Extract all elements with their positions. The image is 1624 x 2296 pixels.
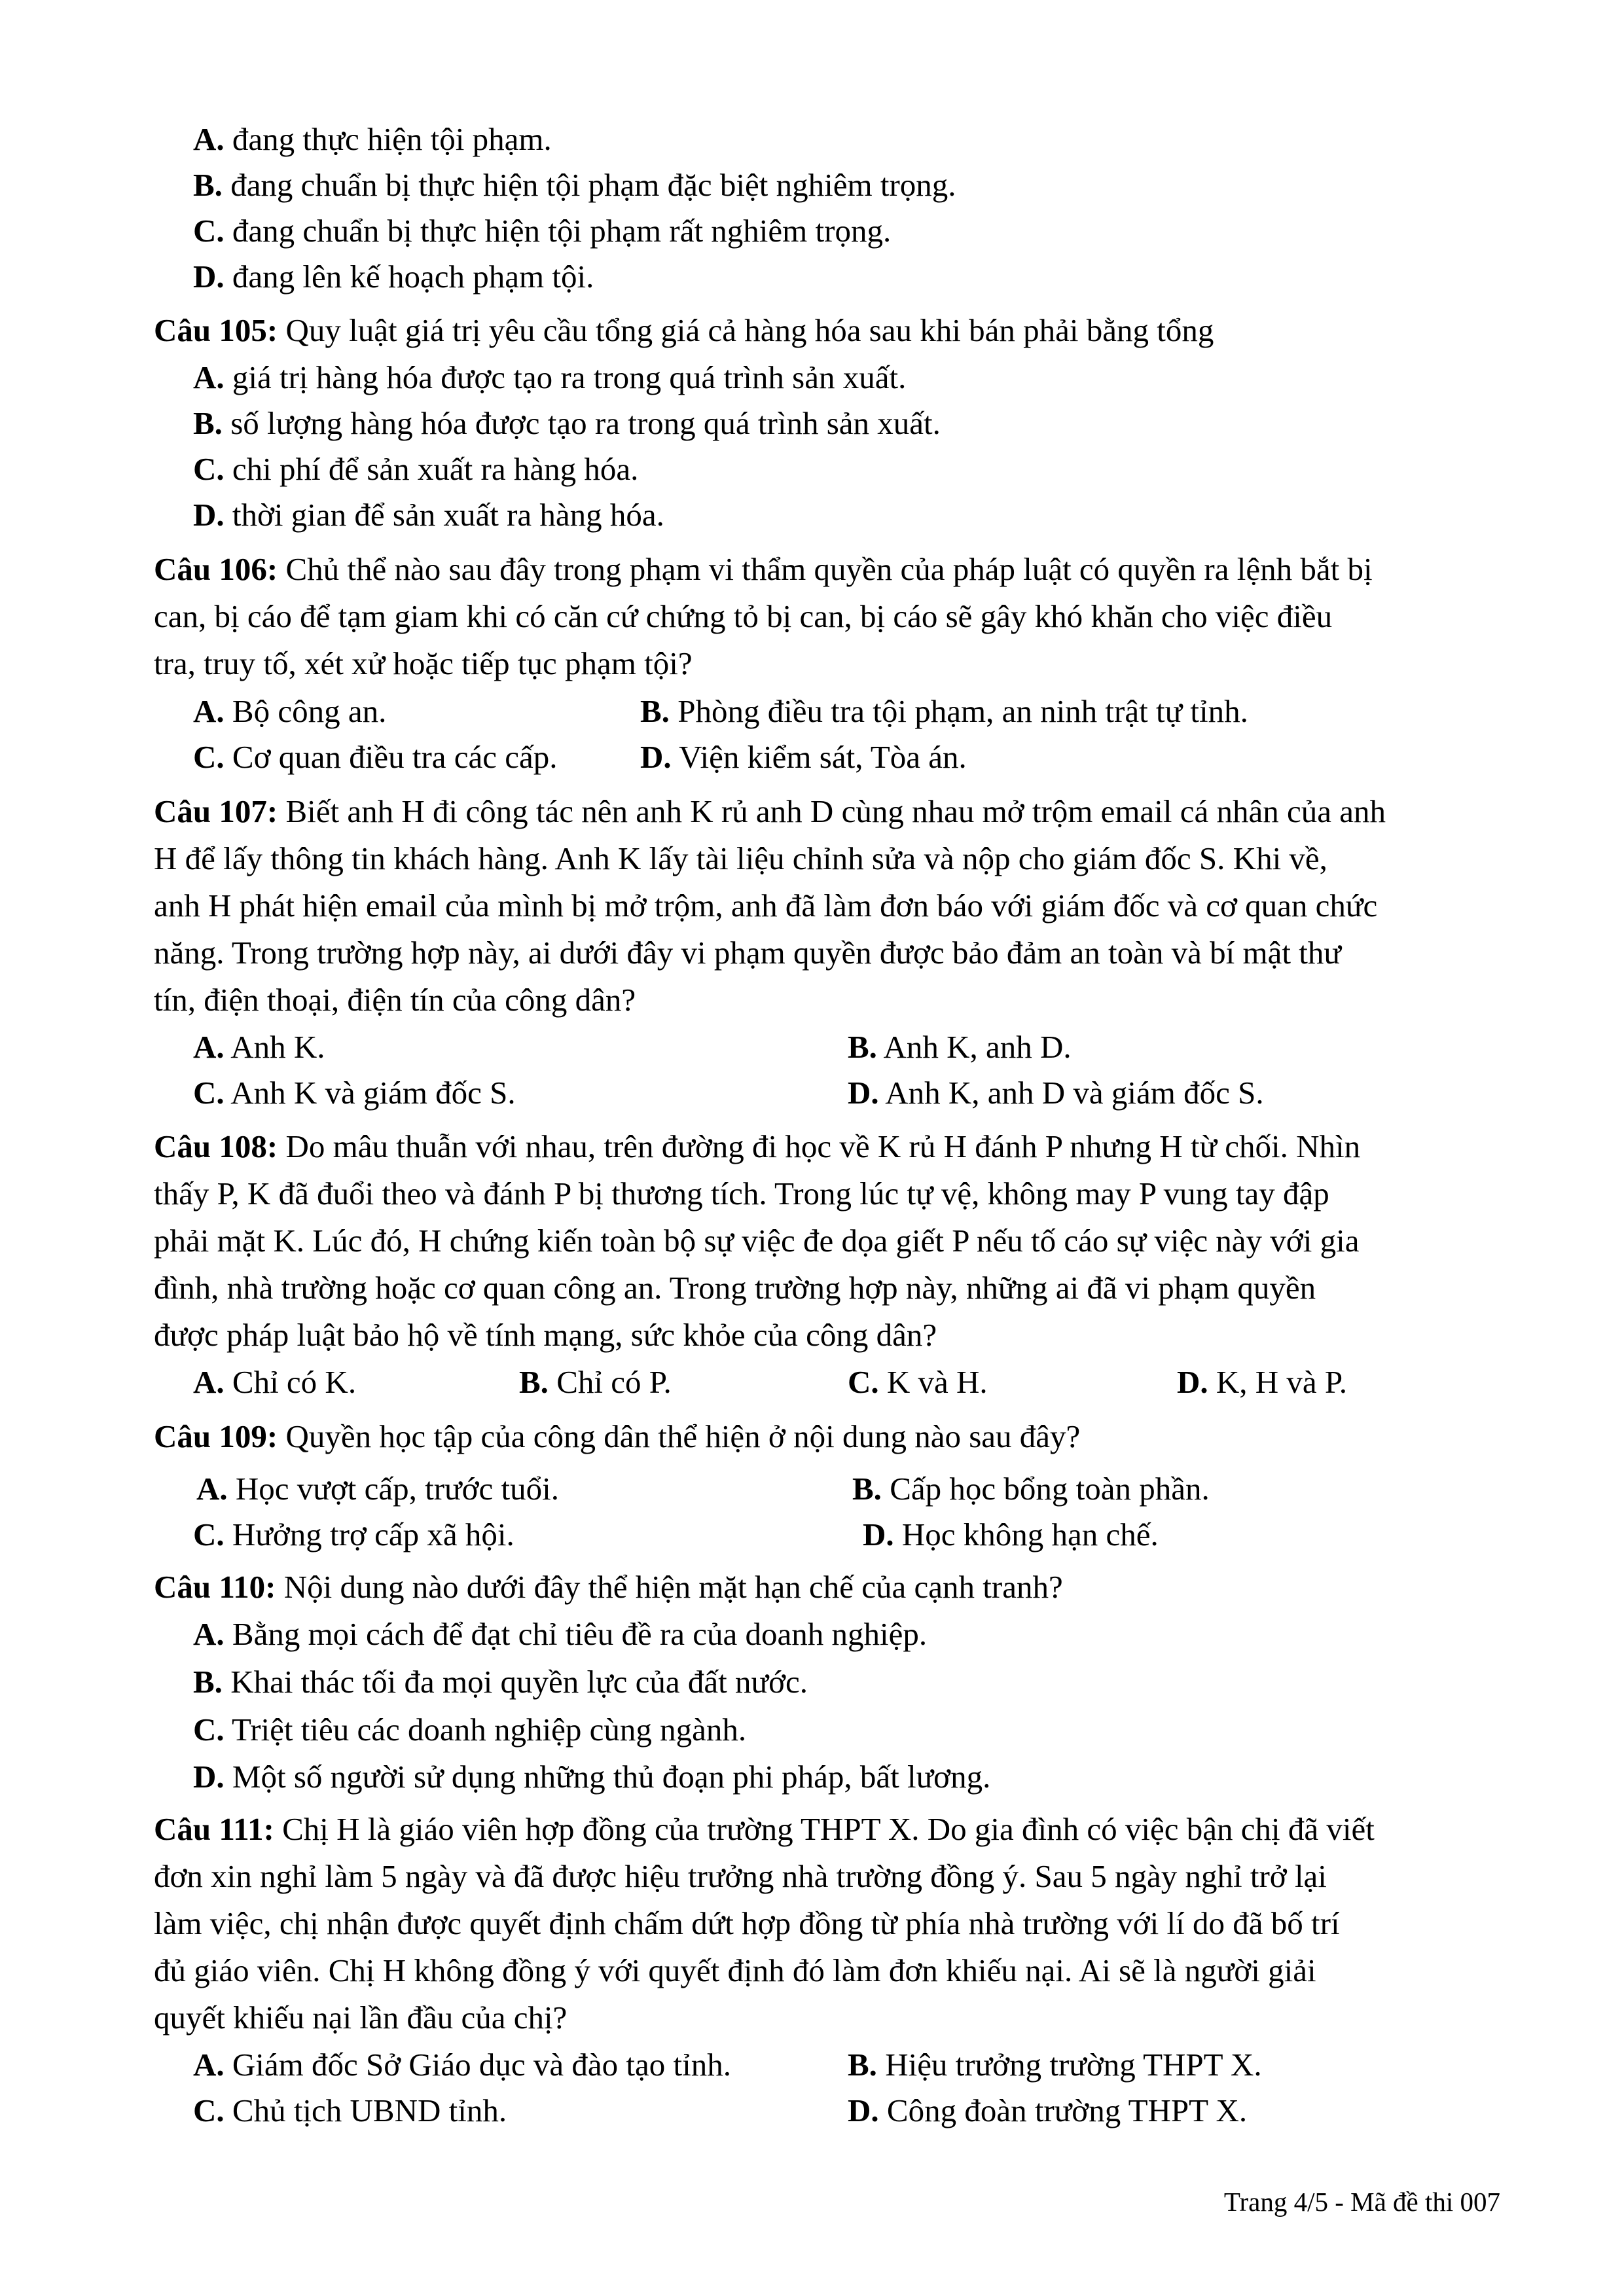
q111-stem-line-1: Câu 111: Chị H là giáo viên hợp đồng của trường THPT X. Do gia đình có việc bận chị đã viết <box>154 1811 1375 1847</box>
q104-option-b: B. đang chuẩn bị thực hiện tội phạm đặc biệt nghiêm trọng. <box>193 167 956 203</box>
q107-stem-line-4: năng. Trong trường hợp này, ai dưới đây vi phạm quyền được bảo đảm an toàn và bí mật thư <box>154 935 1341 971</box>
q106-stem-line-3: tra, truy tố, xét xử hoặc tiếp tục phạm tội? <box>154 645 693 681</box>
q109-option-b: B. Cấp học bổng toàn phần. <box>852 1471 1210 1507</box>
q104-option-c: C. đang chuẩn bị thực hiện tội phạm rất nghiêm trọng. <box>193 213 892 249</box>
q107-stem-line-1: Câu 107: Biết anh H đi công tác nên anh K rủ anh D cùng nhau mở trộm email cá nhân của anh <box>154 793 1386 829</box>
q111-stem-line-5: quyết khiếu nại lần đầu của chị? <box>154 2000 568 2036</box>
q107-stem-line-5: tín, điện thoại, điện tín của công dân? <box>154 982 636 1018</box>
q108-stem-line-2: thấy P, K đã đuổi theo và đánh P bị thương tích. Trong lúc tự vệ, không may P vung tay đập <box>154 1175 1329 1211</box>
q111-stem-line-2: đơn xin nghỉ làm 5 ngày và đã được hiệu trưởng nhà trường đồng ý. Sau 5 ngày nghỉ trở lại <box>154 1858 1327 1894</box>
q109-option-a: A. Học vượt cấp, trước tuổi. <box>196 1471 559 1507</box>
q107-option-b: B. Anh K, anh D. <box>848 1029 1072 1065</box>
q105-option-b: B. số lượng hàng hóa được tạo ra trong quá trình sản xuất. <box>193 405 941 441</box>
q111-option-b: B. Hiệu trưởng trường THPT X. <box>848 2047 1262 2083</box>
q110-stem: Câu 110: Nội dung nào dưới đây thể hiện mặt hạn chế của cạnh tranh? <box>154 1569 1063 1605</box>
q108-option-b: B. Chỉ có P. <box>519 1364 672 1400</box>
q108-option-d: D. K, H và P. <box>1177 1364 1347 1400</box>
q109-stem: Câu 109: Quyền học tập của công dân thể hiện ở nội dung nào sau đây? <box>154 1418 1081 1454</box>
q107-option-c: C. Anh K và giám đốc S. <box>193 1075 516 1111</box>
q106-option-b: B. Phòng điều tra tội phạm, an ninh trật tự tỉnh. <box>640 693 1248 729</box>
q110-option-b: B. Khai thác tối đa mọi quyền lực của đất nước. <box>193 1664 808 1700</box>
q109-option-c: C. Hưởng trợ cấp xã hội. <box>193 1516 514 1552</box>
q107-stem-line-2: H để lấy thông tin khách hàng. Anh K lấy tài liệu chỉnh sửa và nộp cho giám đốc S. Khi về, <box>154 840 1327 876</box>
q105-option-a: A. giá trị hàng hóa được tạo ra trong quá trình sản xuất. <box>193 359 907 395</box>
q111-stem-line-4: đủ giáo viên. Chị H không đồng ý với quyết định đó làm đơn khiếu nại. Ai sẽ là người giải <box>154 1952 1316 1988</box>
q107-stem-line-3: anh H phát hiện email của mình bị mở trộm, anh đã làm đơn báo với giám đốc và cơ quan chức <box>154 888 1378 924</box>
q109-option-d: D. Học không hạn chế. <box>863 1516 1159 1552</box>
q108-stem-line-1: Câu 108: Do mâu thuẫn với nhau, trên đường đi học về K rủ H đánh P nhưng H từ chối. Nhìn <box>154 1128 1361 1164</box>
q108-option-c: C. K và H. <box>848 1364 988 1400</box>
q111-option-d: D. Công đoàn trường THPT X. <box>848 2092 1248 2128</box>
q107-option-d: D. Anh K, anh D và giám đốc S. <box>848 1075 1264 1111</box>
q106-stem-line-2: can, bị cáo để tạm giam khi có căn cứ chứng tỏ bị can, bị cáo sẽ gây khó khăn cho việc điều <box>154 598 1333 634</box>
q111-stem-line-3: làm việc, chị nhận được quyết định chấm dứt hợp đồng từ phía nhà trường với lí do đã bố trí <box>154 1905 1340 1941</box>
q108-stem-line-3: phải mặt K. Lúc đó, H chứng kiến toàn bộ sự việc đe dọa giết P nếu tố cáo sự việc này với gia <box>154 1223 1360 1259</box>
q110-option-a: A. Bằng mọi cách để đạt chỉ tiêu đề ra của doanh nghiệp. <box>193 1616 928 1652</box>
q106-stem-line-1: Câu 106: Chủ thể nào sau đây trong phạm vi thẩm quyền của pháp luật có quyền ra lệnh bắt bị <box>154 551 1373 587</box>
q106-option-c: C. Cơ quan điều tra các cấp. <box>193 739 558 775</box>
q110-option-c: C. Triệt tiêu các doanh nghiệp cùng ngành. <box>193 1712 747 1748</box>
q108-stem-line-5: được pháp luật bảo hộ về tính mạng, sức khỏe của công dân? <box>154 1317 937 1353</box>
q104-option-a: A. đang thực hiện tội phạm. <box>193 121 552 157</box>
q105-option-d: D. thời gian để sản xuất ra hàng hóa. <box>193 497 664 533</box>
q111-option-c: C. Chủ tịch UBND tỉnh. <box>193 2092 507 2128</box>
q110-option-d: D. Một số người sử dụng những thủ đoạn phi pháp, bất lương. <box>193 1759 991 1795</box>
q106-option-d: D. Viện kiểm sát, Tòa án. <box>640 739 967 775</box>
q104-option-d: D. đang lên kế hoạch phạm tội. <box>193 259 594 295</box>
q105-option-c: C. chi phí để sản xuất ra hàng hóa. <box>193 451 639 487</box>
page-footer: Trang 4/5 - Mã đề thi 007 <box>1223 2187 1500 2217</box>
q111-option-a: A. Giám đốc Sở Giáo dục và đào tạo tỉnh. <box>193 2047 731 2083</box>
q106-option-a: A. Bộ công an. <box>193 693 387 729</box>
q105-stem: Câu 105: Quy luật giá trị yêu cầu tổng giá cả hàng hóa sau khi bán phải bằng tổng <box>154 312 1214 348</box>
q108-stem-line-4: đình, nhà trường hoặc cơ quan công an. Trong trường hợp này, những ai đã vi phạm quyền <box>154 1270 1316 1306</box>
q107-option-a: A. Anh K. <box>193 1029 325 1065</box>
q108-option-a: A. Chỉ có K. <box>193 1364 357 1400</box>
